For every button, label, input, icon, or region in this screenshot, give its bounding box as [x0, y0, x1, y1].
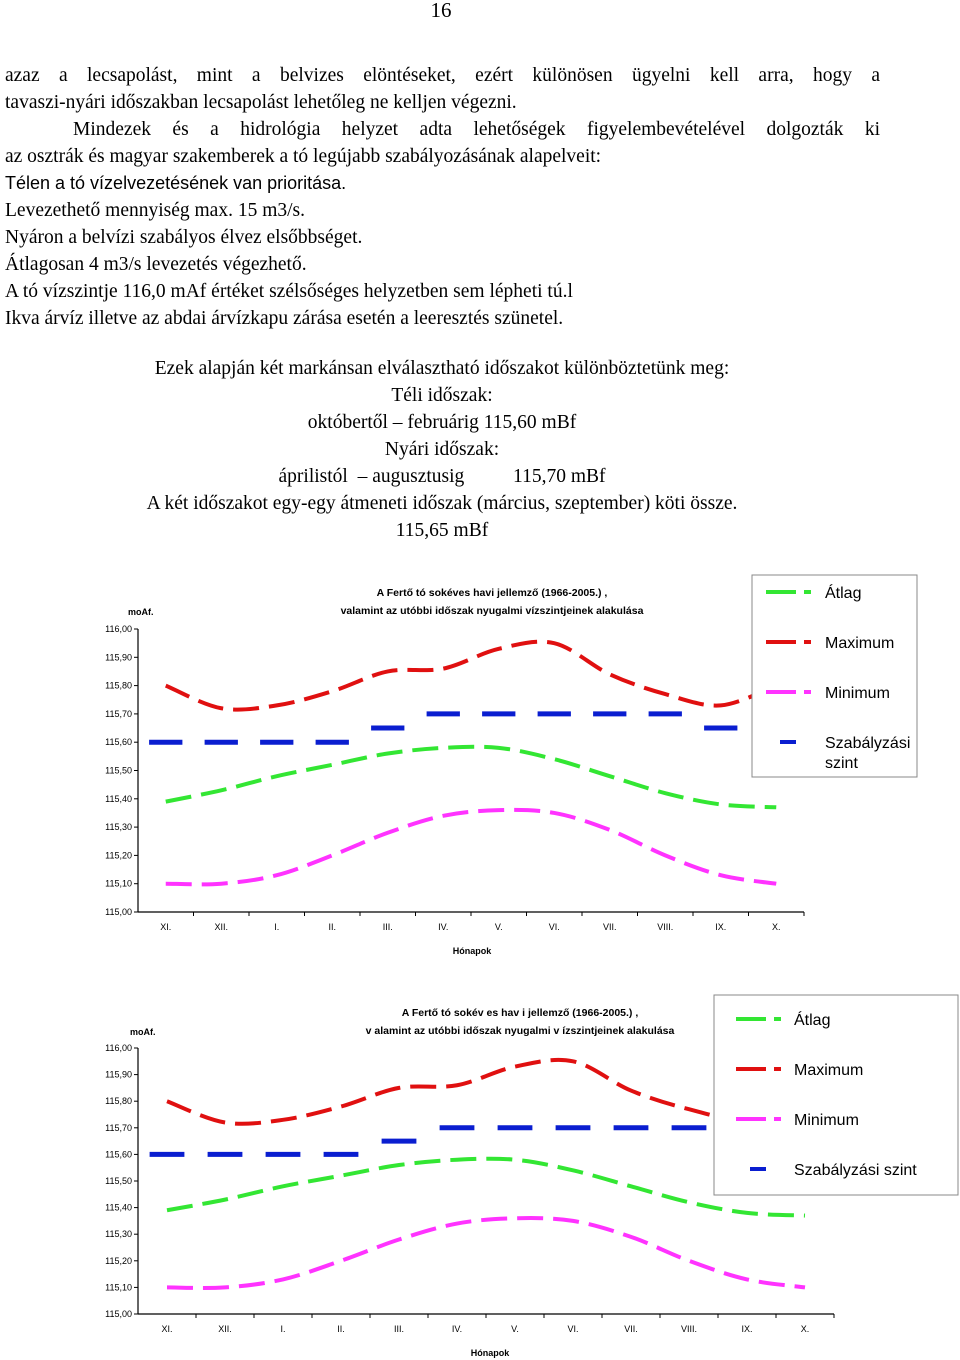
x-tick-label: III.	[393, 1324, 405, 1334]
x-tick-label: II.	[337, 1324, 345, 1334]
x-tick-label: XII.	[214, 922, 229, 932]
x-tick-label: VII.	[624, 1324, 638, 1334]
y-axis-label: moAf.	[130, 1027, 156, 1037]
x-tick-label: IV.	[438, 922, 449, 932]
x-tick-label: I.	[274, 922, 280, 932]
x-tick-label: VI.	[567, 1324, 579, 1334]
paragraph-line: Télen a tó vízelvezetésének van prioritása.	[5, 173, 347, 193]
x-axis-label: Hónapok	[452, 946, 492, 956]
y-tick-label: 115,00	[105, 1309, 132, 1319]
x-tick-label: IV.	[451, 1324, 463, 1334]
chart-title: A Fertő tó sokév es hav i jellemző (1966-2005.) ,	[401, 1007, 639, 1019]
winter-heading: Téli időszak:	[391, 385, 493, 406]
y-tick-label: 115,50	[105, 765, 132, 776]
paragraph-line: tavaszi-nyári időszakban lecsapolást lehetőleg ne kelljen végezni.	[5, 92, 517, 113]
y-tick-label: 115,60	[105, 1149, 132, 1160]
x-tick-label: IX.	[715, 922, 727, 932]
y-tick-label: 115,80	[105, 1096, 132, 1107]
body-paragraph	[5, 62, 880, 332]
chart-title: A Fertő tó sokéves havi jellemző (1966-2005.) ,	[376, 587, 608, 599]
y-tick-label: 115,90	[105, 1069, 132, 1080]
y-tick-label: 115,90	[105, 652, 132, 663]
winter-period: októbertől – februárig 115,60 mBf	[307, 412, 577, 433]
summer-period: áprilistól – augusztusig 115,70 mBf	[278, 466, 606, 487]
series-minimum-line	[166, 810, 777, 884]
chart-subtitle: v alamint az utóbbi időszak nyugalmi v ízszintjeinek alakulása	[365, 1025, 675, 1037]
x-tick-label: VIII.	[657, 922, 674, 932]
x-tick-label: XI.	[161, 1324, 173, 1334]
x-tick-label: VII.	[602, 922, 617, 932]
x-tick-label: IX.	[741, 1324, 753, 1334]
x-tick-label: XII.	[218, 1324, 232, 1334]
paragraph-line: Mindezek és a hidrológia helyzet adta lehetőségek figyelembevételével dolgozták ki	[73, 119, 880, 140]
series-maximum-line	[166, 642, 777, 710]
periods-intro: Ezek alapján két markánsan elválasztható időszakot különböztetünk meg:	[154, 358, 730, 379]
x-tick-label: V.	[494, 922, 503, 932]
page-number: 16	[430, 0, 452, 22]
paragraph-line: Levezethető mennyiség max. 15 m3/s.	[5, 200, 306, 221]
legend-label: Átlag	[794, 1012, 831, 1029]
summer-heading: Nyári időszak:	[384, 439, 500, 460]
transition-level: 115,65 mBf	[395, 520, 489, 541]
x-tick-label: V.	[511, 1324, 519, 1334]
x-tick-label: X.	[800, 1324, 810, 1334]
legend-label: szint	[825, 755, 858, 772]
x-tick-label: VI.	[548, 922, 560, 932]
legend-label: Minimum	[794, 1112, 859, 1129]
y-tick-label: 115,10	[105, 878, 132, 889]
legend-label: Maximum	[794, 1062, 864, 1079]
water-level-chart-2	[0, 988, 960, 1360]
y-tick-label: 115,00	[105, 907, 132, 917]
legend-label: Szabályzási szint	[794, 1162, 917, 1179]
series-atlag-line	[167, 1159, 805, 1216]
chart-subtitle: valamint az utóbbi időszak nyugalmi vízszintjeinek alakulása	[340, 605, 644, 617]
paragraph-line: Ikva árvíz illetve az abdai árvízkapu zárása esetén a leeresztés szünetel.	[5, 308, 564, 329]
y-tick-label: 115,10	[105, 1282, 132, 1293]
y-tick-label: 115,80	[105, 680, 132, 691]
legend-label: Minimum	[825, 685, 890, 702]
x-tick-label: XI.	[160, 922, 172, 932]
paragraph-line: azaz a lecsapolást, mint a belvizes elöntéseket, ezért különösen ügyelni kell arra, hogy a	[5, 65, 880, 86]
legend-label: Átlag	[825, 585, 862, 602]
x-tick-label: VIII.	[680, 1324, 698, 1334]
legend-label: Szabályzási	[825, 735, 911, 752]
series-maximum-line	[167, 1060, 805, 1124]
paragraph-line: Átlagosan 4 m3/s levezetés végezhető.	[5, 254, 307, 275]
y-tick-label: 116,00	[105, 624, 132, 634]
paragraph-line: az osztrák és magyar szakemberek a tó legújabb szabályozásának alapelveit:	[5, 146, 602, 167]
series-atlag-line	[166, 747, 777, 808]
x-axis-label: Hónapok	[470, 1348, 510, 1358]
y-axis-label: moAf.	[128, 607, 154, 617]
water-level-chart-1	[0, 570, 960, 965]
y-tick-label: 115,20	[105, 850, 132, 861]
transition-text: A két időszakot egy-egy átmeneti időszak (március, szeptember) köti össze.	[146, 493, 738, 514]
x-tick-label: II.	[328, 922, 337, 932]
x-tick-label: X.	[771, 922, 781, 932]
y-tick-label: 115,70	[105, 1122, 132, 1133]
y-tick-label: 115,30	[105, 1229, 132, 1240]
y-tick-label: 115,40	[105, 793, 132, 804]
paragraph-line: A tó vízszintje 116,0 mAf értéket szélsőséges helyzetben sem lépheti tú.l	[5, 281, 573, 302]
y-tick-label: 115,70	[105, 708, 132, 719]
x-tick-label: III.	[382, 922, 393, 932]
y-tick-label: 116,00	[105, 1043, 132, 1053]
x-tick-label: I.	[280, 1324, 286, 1334]
y-tick-label: 115,60	[105, 737, 132, 748]
y-tick-label: 115,20	[105, 1255, 132, 1266]
paragraph-line: Nyáron a belvízi szabályos élvez elsőbbséget.	[5, 227, 363, 248]
periods-block	[0, 355, 884, 544]
series-minimum-line	[167, 1218, 805, 1288]
y-tick-label: 115,50	[105, 1176, 132, 1186]
y-tick-label: 115,30	[105, 822, 132, 833]
legend-label: Maximum	[825, 635, 895, 652]
y-tick-label: 115,40	[105, 1202, 132, 1213]
